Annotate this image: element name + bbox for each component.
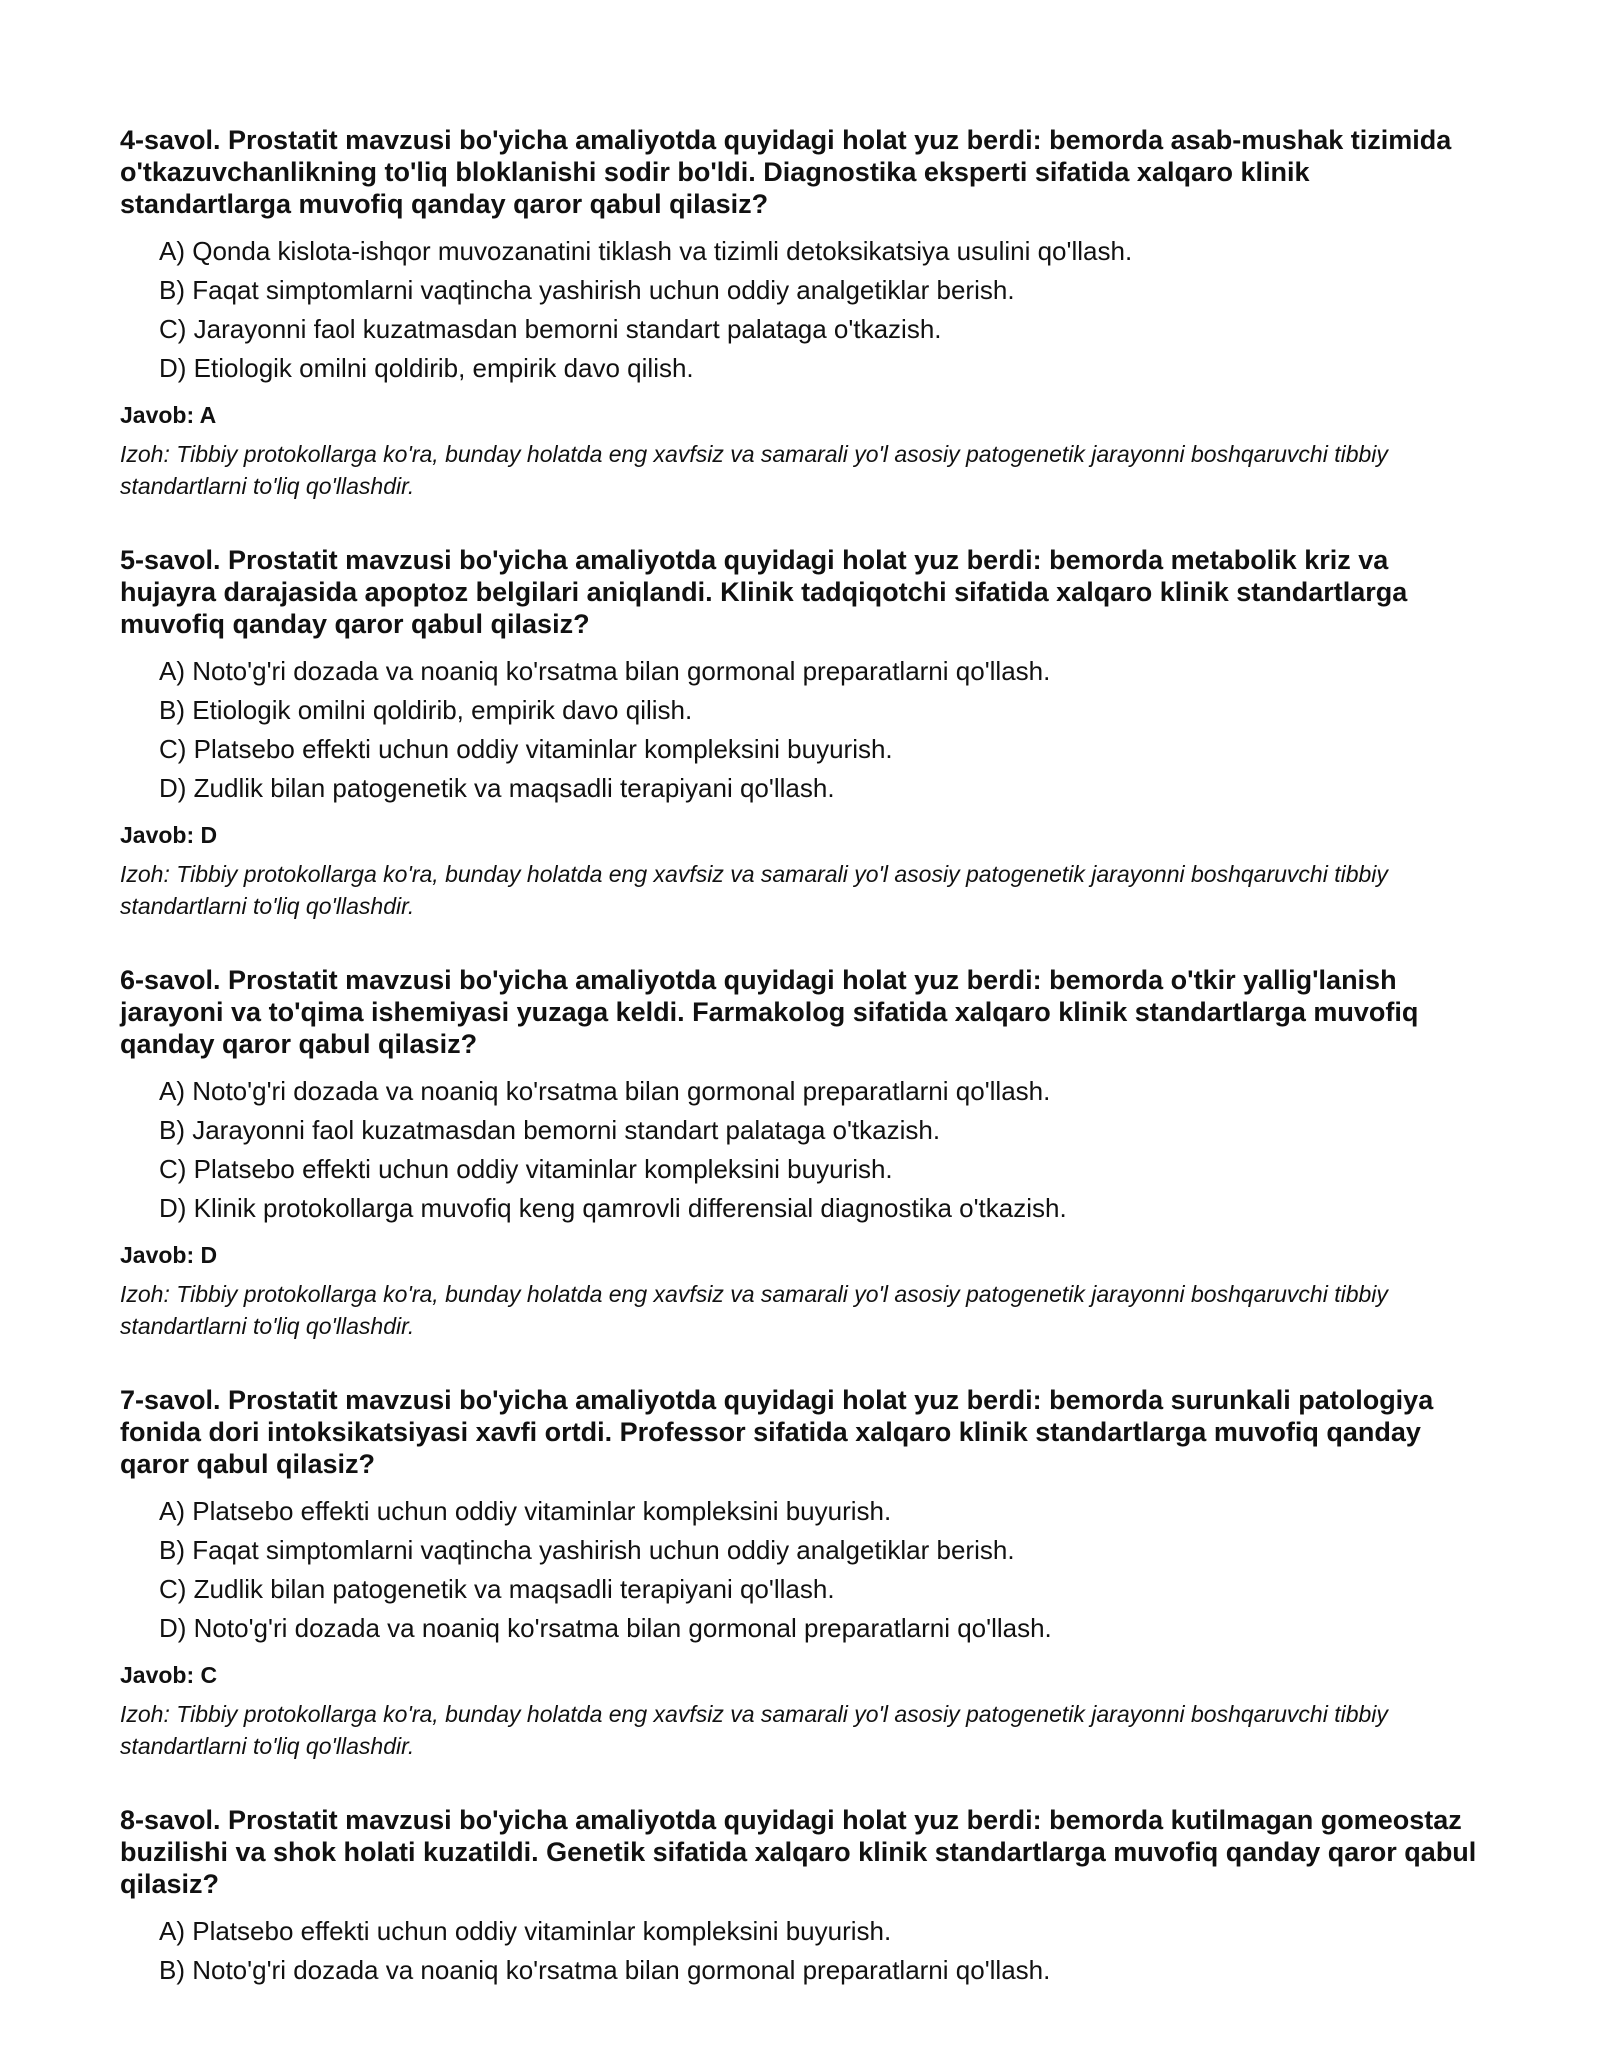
answer-options xyxy=(120,1912,1480,1990)
answer-options xyxy=(120,1492,1480,1648)
option-b: B) Jarayonni faol kuzatmasdan bemorni standart palataga o'tkazish. xyxy=(159,1115,941,1145)
option-d: D) Etiologik omilni qoldirib, empirik davo qilish. xyxy=(159,353,694,383)
answer-options xyxy=(120,1072,1480,1228)
question-4 xyxy=(120,124,1480,502)
correct-answer: Javob: D xyxy=(120,1242,218,1268)
option-b: B) Noto'g'ri dozada va noaniq ko'rsatma bilan gormonal preparatlarni qo'llash. xyxy=(159,1955,1051,1985)
correct-answer: Javob: D xyxy=(120,822,218,848)
option-b: B) Faqat simptomlarni vaqtincha yashirish uchun oddiy analgetiklar berish. xyxy=(159,1535,1015,1565)
explanation: Izoh: Tibbiy protokollarga ko'ra, bunday holatda eng xavfsiz va samarali yo'l asosiy patogenetik jarayonni boshqaruvchi tibbiy standartlarni to'liq qo'llashdir. xyxy=(120,1701,1388,1759)
answer-options xyxy=(120,232,1480,388)
option-c: C) Zudlik bilan patogenetik va maqsadli terapiyani qo'llash. xyxy=(159,1574,835,1604)
option-c: C) Jarayonni faol kuzatmasdan bemorni standart palataga o'tkazish. xyxy=(159,314,942,344)
option-a: A) Noto'g'ri dozada va noaniq ko'rsatma bilan gormonal preparatlarni qo'llash. xyxy=(159,1076,1051,1106)
question-5 xyxy=(120,544,1480,922)
explanation: Izoh: Tibbiy protokollarga ko'ra, bunday holatda eng xavfsiz va samarali yo'l asosiy patogenetik jarayonni boshqaruvchi tibbiy standartlarni to'liq qo'llashdir. xyxy=(120,861,1388,919)
option-a: A) Platsebo effekti uchun oddiy vitaminlar kompleksini buyurish. xyxy=(159,1916,892,1946)
question-7 xyxy=(120,1384,1480,1762)
option-a: A) Qonda kislota-ishqor muvozanatini tiklash va tizimli detoksikatsiya usulini qo'llash. xyxy=(159,236,1133,266)
correct-answer: Javob: C xyxy=(120,1662,218,1688)
option-b: B) Faqat simptomlarni vaqtincha yashirish uchun oddiy analgetiklar berish. xyxy=(159,275,1015,305)
question-8 xyxy=(120,1804,1480,1990)
answer-options xyxy=(120,652,1480,808)
correct-answer: Javob: A xyxy=(120,402,217,428)
option-a: A) Platsebo effekti uchun oddiy vitaminlar kompleksini buyurish. xyxy=(159,1496,892,1526)
explanation: Izoh: Tibbiy protokollarga ko'ra, bunday holatda eng xavfsiz va samarali yo'l asosiy patogenetik jarayonni boshqaruvchi tibbiy standartlarni to'liq qo'llashdir. xyxy=(120,441,1388,499)
option-b: B) Etiologik omilni qoldirib, empirik davo qilish. xyxy=(159,695,693,725)
option-d: D) Klinik protokollarga muvofiq keng qamrovli differensial diagnostika o'tkazish. xyxy=(159,1193,1067,1223)
question-title: 6-savol. Prostatit mavzusi bo'yicha amaliyotda quyidagi holat yuz berdi: bemorda o'tkir yallig'lanish jarayoni va to'qima ishemiyasi yuzaga keldi. Farmakolog sifatida xalqaro klinik standartlarga muvofiq qanday qaror qabul qilasiz? xyxy=(120,965,1419,1059)
question-title: 5-savol. Prostatit mavzusi bo'yicha amaliyotda quyidagi holat yuz berdi: bemorda metabolik kriz va hujayra darajasida apoptoz belgilari aniqlandi. Klinik tadqiqotchi sifatida xalqaro klinik standartlarga muvofiq qanday qaror qabul qilasiz? xyxy=(120,545,1408,639)
option-d: D) Zudlik bilan patogenetik va maqsadli terapiyani qo'llash. xyxy=(159,773,835,803)
option-c: C) Platsebo effekti uchun oddiy vitaminlar kompleksini buyurish. xyxy=(159,734,893,764)
option-c: C) Platsebo effekti uchun oddiy vitaminlar kompleksini buyurish. xyxy=(159,1154,893,1184)
question-title: 8-savol. Prostatit mavzusi bo'yicha amaliyotda quyidagi holat yuz berdi: bemorda kutilmagan gomeostaz buzilishi va shok holati kuzatildi. Genetik sifatida xalqaro klinik standartlarga muvofiq qanday qaror qabul qilasiz? xyxy=(120,1805,1477,1899)
question-title: 7-savol. Prostatit mavzusi bo'yicha amaliyotda quyidagi holat yuz berdi: bemorda surunkali patologiya fonida dori intoksikatsiyasi xavfi ortdi. Professor sifatida xalqaro klinik standartlarga muvofiq qanday qaror qabul qilasiz? xyxy=(120,1385,1434,1479)
option-a: A) Noto'g'ri dozada va noaniq ko'rsatma bilan gormonal preparatlarni qo'llash. xyxy=(159,656,1051,686)
explanation: Izoh: Tibbiy protokollarga ko'ra, bunday holatda eng xavfsiz va samarali yo'l asosiy patogenetik jarayonni boshqaruvchi tibbiy standartlarni to'liq qo'llashdir. xyxy=(120,1281,1388,1339)
question-6 xyxy=(120,964,1480,1342)
option-d: D) Noto'g'ri dozada va noaniq ko'rsatma bilan gormonal preparatlarni qo'llash. xyxy=(159,1613,1052,1643)
question-title: 4-savol. Prostatit mavzusi bo'yicha amaliyotda quyidagi holat yuz berdi: bemorda asab-mushak tizimida o'tkazuvchanlikning to'liq bloklanishi sodir bo'ldi. Diagnostika eksperti sifatida xalqaro klinik standartlarga muvofiq qanday qaror qabul qilasiz? xyxy=(120,125,1452,219)
